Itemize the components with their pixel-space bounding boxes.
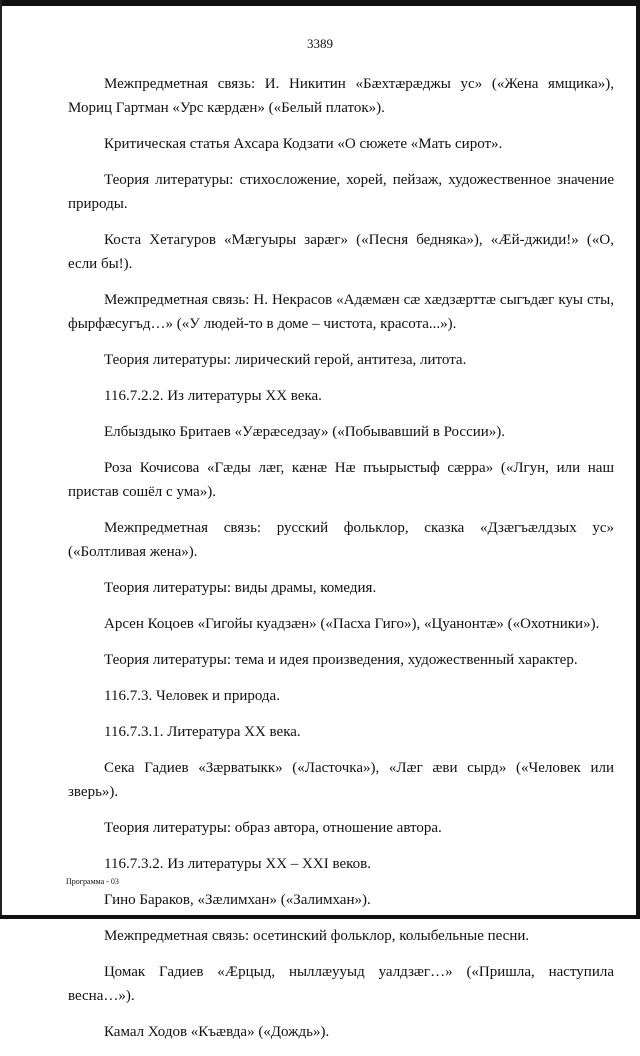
document-body [68,72,614,1056]
scan-border-right [636,0,640,919]
paragraph: Теория литературы: стихосложение, хорей, пейзаж, художественное значение природы. [68,172,614,212]
paragraph: 116.7.3.1. Литература XX века. [104,724,301,740]
paragraph: Межпредметная связь: И. Никитин «Бæхтæрæджы ус» («Жена ямщика»), Мориц Гартман «Урс кæрдæн» («Белый платок»). [68,76,614,116]
paragraph: Теория литературы: виды драмы, комедия. [104,580,377,596]
paragraph: Сека Гадиев «Зæрватыкк» («Ласточка»), «Лæг æви сырд» («Человек или зверь»). [68,760,614,800]
paragraph: Арсен Коцоев «Гигойы куадзæн» («Пасха Гиго»), «Цуанонтæ» («Охотники»). [104,616,600,632]
paragraph: Гино Бараков, «Зæлимхан» («Залимхан»). [104,892,371,908]
paragraph: Камал Ходов «Къæвда» («Дождь»). [104,1024,330,1040]
paragraph: 116.7.3.2. Из литературы XX – XXI веков. [104,856,371,872]
paragraph: Елбыздыко Бритаев «Уæрæседзау» («Побывавший в России»). [104,424,506,440]
paragraph: Межпредметная связь: осетинский фольклор, колыбельные песни. [104,928,530,944]
scan-border-top [0,0,640,6]
paragraph: Теория литературы: тема и идея произведения, художественный характер. [104,652,578,668]
paragraph: Теория литературы: лирический герой, антитеза, литота. [104,352,467,368]
paragraph: Теория литературы: образ автора, отношение автора. [104,820,442,836]
paragraph: Цомак Гадиев «Æрцыд, ныллæууыд уалдзæг…» («Пришла, наступила весна…»). [68,964,614,1004]
footer-program-label: Программа - 03 [66,877,119,886]
scan-border-left [0,0,2,919]
paragraph: Роза Кочисова «Гæды лæг, кæнæ Нæ пъырыстыф сæрра» («Лгун, или наш пристав сошёл с ума»). [68,460,614,500]
paragraph: 116.7.3. Человек и природа. [104,688,280,704]
paragraph: 116.7.2.2. Из литературы XX века. [104,388,322,404]
paragraph: Межпредметная связь: русский фольклор, сказка «Дзæгъæлдзых ус» («Болтливая жена»). [68,520,614,560]
paragraph: Межпредметная связь: Н. Некрасов «Адæмæн сæ хæдзæрттæ сыгъдæг куы сты, фырфæсугъд…» («У людей-то в доме – чистота, красота...»). [68,292,614,332]
page-number: 3389 [307,36,333,51]
paragraph: Коста Хетагуров «Мæгуыры зарæг» («Песня бедняка»), «Æй-джиди!» («О, если бы!). [68,232,614,272]
paragraph: Критическая статья Ахсара Кодзати «О сюжете «Мать сирот». [104,136,503,152]
